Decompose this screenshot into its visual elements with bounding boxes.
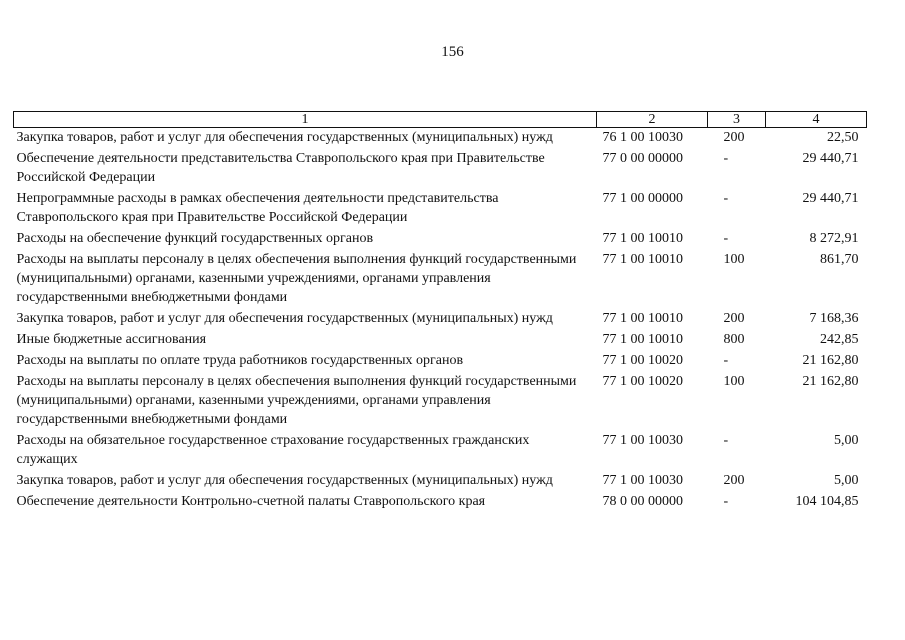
table-row [14,128,867,150]
amount-cell: 29 440,71 [802,191,859,206]
expense-type-cell: 200 [723,473,745,488]
expense-type-cell: 100 [723,252,745,267]
expense-name-cell: Закупка товаров, работ и услуг для обеспечения государственных (муниципальных) нужд [16,311,553,326]
amount-cell: 5,00 [834,473,859,488]
target-article-code-cell: 77 1 00 00000 [602,191,683,206]
table-row [14,330,867,351]
target-article-code-cell: 76 1 00 10030 [602,130,683,145]
table-row [14,372,867,431]
amount-cell: 5,00 [834,433,859,448]
column-header-1: 1 [14,112,597,128]
amount-cell: 104 104,85 [795,494,859,509]
target-article-code-cell: 77 1 00 10010 [602,252,683,267]
expense-type-cell: - [723,191,729,206]
amount-cell: 242,85 [820,332,859,347]
table-row [14,492,867,513]
page-number: 156 [441,44,464,60]
target-article-code-cell: 77 1 00 10010 [602,332,683,347]
amount-cell: 861,70 [820,252,859,267]
expense-type-cell: - [723,353,729,368]
table-row [14,351,867,372]
amount-cell: 29 440,71 [802,151,859,166]
expense-type-cell: 200 [723,311,745,326]
table-row [14,471,867,492]
table-row [14,431,867,471]
expense-name-cell: Иные бюджетные ассигнования [16,332,207,347]
expense-name-cell: Обеспечение деятельности представительства Ставропольского края при Правительстве Российской Федерации [16,151,545,185]
table-row [14,189,867,229]
expense-type-cell: 200 [723,130,745,145]
target-article-code-cell: 77 1 00 10020 [602,353,683,368]
table-row [14,309,867,330]
target-article-code-cell: 77 1 00 10030 [602,433,683,448]
expense-type-cell: 100 [723,374,745,389]
target-article-code-cell: 77 1 00 10010 [602,231,683,246]
expense-name-cell: Обеспечение деятельности Контрольно-счетной палаты Ставропольского края [16,494,486,509]
amount-cell: 7 168,36 [809,311,859,326]
column-header-3: 3 [708,112,766,128]
column-header-2: 2 [597,112,708,128]
amount-cell: 21 162,80 [802,353,859,368]
expense-name-cell: Расходы на обязательное государственное страхование государственных гражданских служащих [16,433,530,467]
amount-cell: 21 162,80 [802,374,859,389]
target-article-code-cell: 77 1 00 10020 [602,374,683,389]
target-article-code-cell: 78 0 00 00000 [602,494,683,509]
column-header-4: 4 [766,112,867,128]
expense-name-cell: Расходы на обеспечение функций государственных органов [16,231,374,246]
expense-type-cell: - [723,151,729,166]
target-article-code-cell: 77 1 00 10010 [602,311,683,326]
expense-name-cell: Расходы на выплаты персоналу в целях обеспечения выполнения функций государственными (муниципальными) органами, казенными учреждениями, органами управления государственными внебюджетными фондами [16,252,577,305]
table-row [14,250,867,309]
expense-type-cell: - [723,231,729,246]
table-row [14,229,867,250]
expense-name-cell: Расходы на выплаты персоналу в целях обеспечения выполнения функций государственными (муниципальными) органами, казенными учреждениями, органами управления государственными внебюджетными фондами [16,374,577,427]
target-article-code-cell: 77 1 00 10030 [602,473,683,488]
expense-name-cell: Закупка товаров, работ и услуг для обеспечения государственных (муниципальных) нужд [16,473,553,488]
expense-name-cell: Закупка товаров, работ и услуг для обеспечения государственных (муниципальных) нужд [16,130,553,145]
header-row [14,112,867,128]
budget-table [13,111,867,513]
expense-type-cell: - [723,494,729,509]
expense-type-cell: - [723,433,729,448]
table-row [14,149,867,189]
amount-cell: 22,50 [827,130,859,145]
expense-name-cell: Расходы на выплаты по оплате труда работников государственных органов [16,353,464,368]
amount-cell: 8 272,91 [809,231,859,246]
expense-name-cell: Непрограммные расходы в рамках обеспечения деятельности представительства Ставропольского края при Правительстве Российской Федерации [16,191,499,225]
expense-type-cell: 800 [723,332,745,347]
target-article-code-cell: 77 0 00 00000 [602,151,683,166]
